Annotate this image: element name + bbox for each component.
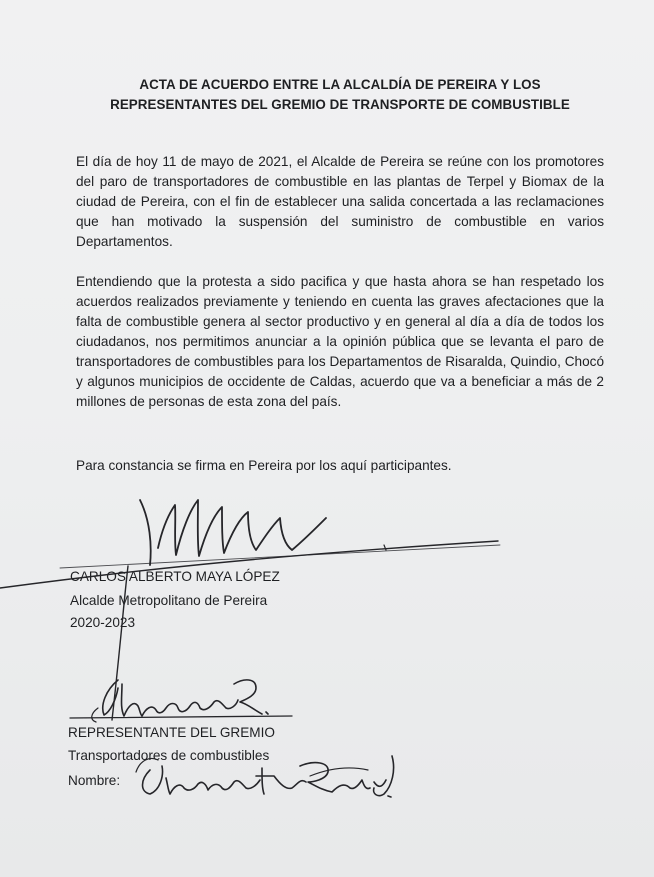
signatory-1-position: Alcalde Metropolitano de Pereira xyxy=(70,593,268,608)
paragraph-1: El día de hoy 11 de mayo de 2021, el Alcalde de Pereira se reúne con los promotores del paro de transportadores de combustible en las plantas de Terpel y Biomax de la ciudad de Pereira, con el fin de establecer una salida concertada a las reclamaciones que han motivado la suspensión del suministro de combustible en varios Departamentos. xyxy=(76,154,604,249)
signatory-2-group: Transportadores de combustibles xyxy=(68,748,270,763)
signatory-1-term: 2020-2023 xyxy=(70,615,136,630)
document-title-line-2: REPRESENTANTES DEL GREMIO DE TRANSPORTE DE COMBUSTIBLE xyxy=(110,97,570,112)
paragraph-3: Para constancia se firma en Pereira por los aquí participantes. xyxy=(76,458,452,473)
document-title-line-1: ACTA DE ACUERDO ENTRE LA ALCALDÍA DE PEREIRA Y LOS xyxy=(139,77,541,92)
signatory-2-name-label: Nombre: xyxy=(68,773,121,788)
paragraph-2: Entendiendo que la protesta a sido pacifica y que hasta ahora se han respetado los acuerdos realizados previamente y teniendo en cuenta las graves afectaciones que la falta de combustible genera al sector productivo y en general al día a día de todos los ciudadanos, nos permitimos anunciar a la opinión pública que se levanta el paro de transportadores de combustibles para los Departamentos de Risaralda, Quindio, Chocó y algunos municipios de occidente de Caldas, acuerdo que va a beneficiar a más de 2 millones de personas de esta zona del país. xyxy=(76,274,604,409)
signatory-1-name: CARLOS ALBERTO MAYA LÓPEZ xyxy=(70,569,280,584)
signatory-2-heading: REPRESENTANTE DEL GREMIO xyxy=(68,725,275,740)
